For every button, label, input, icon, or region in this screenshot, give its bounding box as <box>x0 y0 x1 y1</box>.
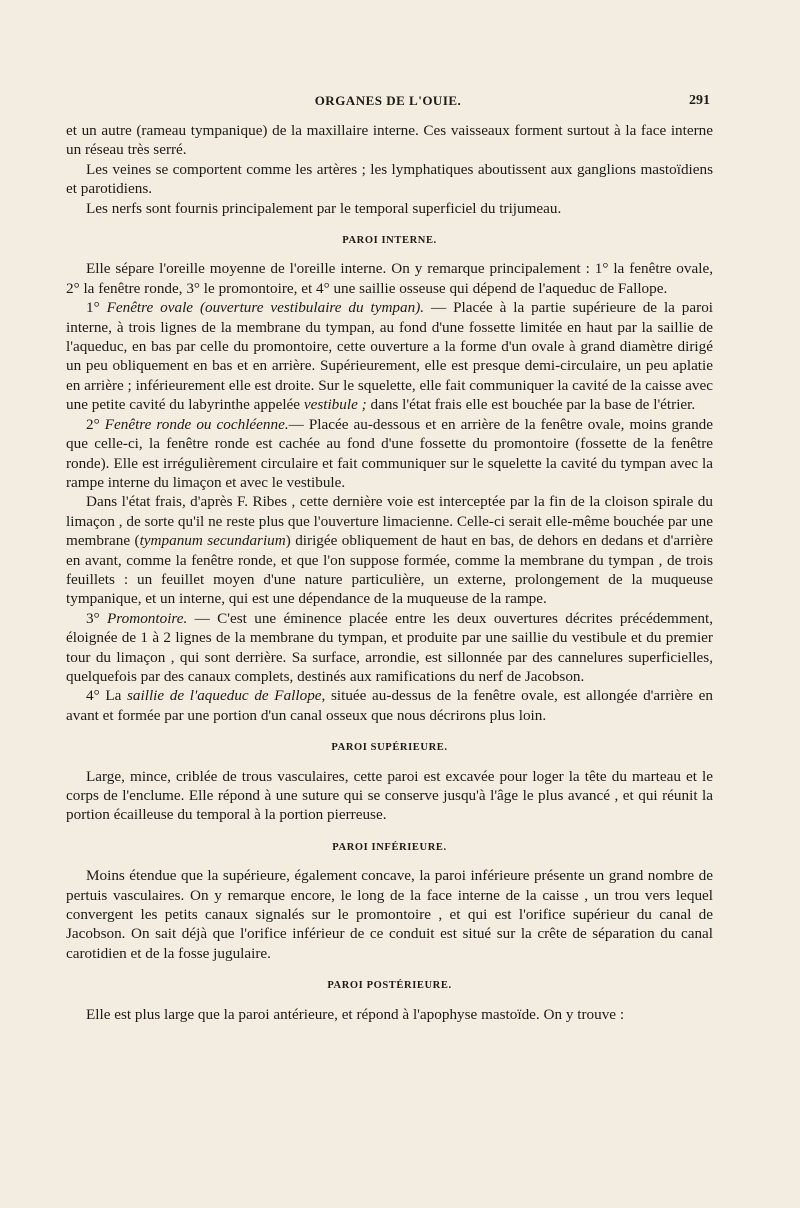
item-text: — Placée à la partie supérieure de la paroi interne, à trois lignes de la membrane du tympan, au fond d'une fossette limitée en haut par la saillie de l'aqueduc, en bas par celle du promontoire, cette ouverture a la forme d'un ovale à grand diamètre dirigé un peu obliquement en bas et en arrière. Supérieurement, elle est presque demi-circulaire, un peu aplatie en arrière ; inférieurement elle est droite. Sur le squelette, elle fait communiquer la cavité de la caisse avec une petite cavité du labyrinthe appelée <box>66 299 714 414</box>
body-text <box>66 121 713 1024</box>
item-number: 1° <box>86 299 100 317</box>
subsection-fenetre-ronde <box>66 415 713 493</box>
item-text: dans l'état frais elle est bouchée par la base de l'étrier. <box>366 396 696 414</box>
paragraph: Les veines se comportent comme les artères ; les lymphatiques aboutissent aux ganglions mastoïdiens et parotidiens. <box>66 160 713 198</box>
paragraph: Elle est plus large que la paroi antérieure, et répond à l'apophyse mastoïde. On y trouve : <box>86 1005 625 1023</box>
item-number: 3° <box>86 609 100 627</box>
section-heading-paroi-interne: PAROI INTERNE. <box>342 235 437 247</box>
section-heading-paroi-inferieure: PAROI INFÉRIEURE. <box>332 841 447 853</box>
section-heading-paroi-posterieure: PAROI POSTÉRIEURE. <box>327 980 452 992</box>
item-number: 2° <box>86 415 100 433</box>
page-header <box>66 93 710 113</box>
subsection-promontoire <box>66 609 713 687</box>
paragraph: Large, mince, criblée de trous vasculaires, cette paroi est excavée pour loger la tête du marteau et le corps de l'enclume. Elle répond à une suture qui se conserve jusqu'à l'âge le plus avancé , et qui réunit la portion écailleuse du temporal à la portion pierreuse. <box>66 767 713 824</box>
item-term: vestibule ; <box>303 396 367 414</box>
subsection-saillie-aqueduc <box>66 686 713 725</box>
paragraph: Elle sépare l'oreille moyenne de l'oreille interne. On y remarque principalement : 1° la fenêtre ovale, 2° la fenêtre ronde, 3° le promontoire, et 4° une saillie osseuse qui dépend de l'aqueduc de Fallope. <box>66 260 713 297</box>
item-text: — C'est une éminence placée entre les deux ouvertures décrites précédemment, éloignée de 1 à 2 lignes de la membrane du tympan, et produite par une saillie du vestibule et du premier tour du limaçon , qui sont derrière. Sa surface, arrondie, est sillonnée par des cannelures superficielles, quelquefois par des canaux complets, destinés aux ramifications du nerf de Jacobson. <box>66 609 714 685</box>
item-term: saillie de l'aqueduc de Fallope <box>127 687 322 705</box>
paragraph: Les nerfs sont fournis principalement par le temporal superficiel du trijumeau. <box>86 199 562 217</box>
item-text: , située au-dessus de la fenêtre ovale, est allongée d'arrière en avant et formée par une portion d'un canal osseux que nous décrirons plus loin. <box>66 687 714 724</box>
item-term: Fenêtre ovale <box>106 299 194 317</box>
item-number: 4° <box>86 687 100 705</box>
running-title: ORGANES DE L'OUIE. <box>314 93 462 108</box>
item-text: La <box>105 687 127 705</box>
item-alt-term: (ouverture vestibulaire du tympan). <box>199 299 425 317</box>
text-run: ) dirigée obliquement de haut en bas, de dehors en dedans et d'arrière en avant, comme la fenêtre ronde, et que l'on suppose formée, comme la membrane du tympan , de trois feuillets : un feuillet moyen d'une nature particulière, un externe, prolongement de la muqueuse tympanique, et un interne, qui est une dépendance de la muqueuse de la rampe. <box>66 532 714 608</box>
item-term: Fenêtre ronde ou cochléenne. <box>104 415 289 433</box>
page-number: 291 <box>689 93 710 108</box>
paragraph: et un autre (rameau tympanique) de la maxillaire interne. Ces vaisseaux forment surtout à la face interne un réseau très serré. <box>66 122 713 159</box>
italic-term: tympanum secundarium <box>139 532 286 550</box>
paragraph: Moins étendue que la supérieure, également concave, la paroi inférieure présente un grand nombre de pertuis vasculaires. On y remarque encore, le long de la face interne de la caisse , un trou vers lequel convergent les petits canaux signalés sur le promontoire , et qui est l'orifice supérieur du canal de Jacobson. On sait déjà que l'orifice inférieur de ce conduit est situé sur la crête de séparation du canal carotidien et de la fosse jugulaire. <box>66 867 713 962</box>
text-run: Dans l'état frais, d'après F. Ribes , cette dernière voie est interceptée par la fin de la cloison spirale du limaçon , de sorte qu'il ne reste plus que l'ouverture limacienne. Celle-ci serait elle-même bouchée par une membrane ( <box>66 493 713 550</box>
section-heading-paroi-superieure: PAROI SUPÉRIEURE. <box>331 742 448 754</box>
item-text: — Placée au-dessous et en arrière de la fenêtre ovale, moins grande que celle-ci, la fenêtre ronde est cachée au fond d'une fossette du promontoire (fossette de la fenêtre ronde). Elle est irrégulièrement circulaire et fait communiquer sur le squelette la cavité du tympan avec la rampe interne du limaçon et avec le vestibule. <box>66 415 713 491</box>
item-term: Promontoire. <box>107 609 188 627</box>
subsection-fenetre-ovale <box>66 298 713 414</box>
paragraph-ribes <box>66 492 713 608</box>
